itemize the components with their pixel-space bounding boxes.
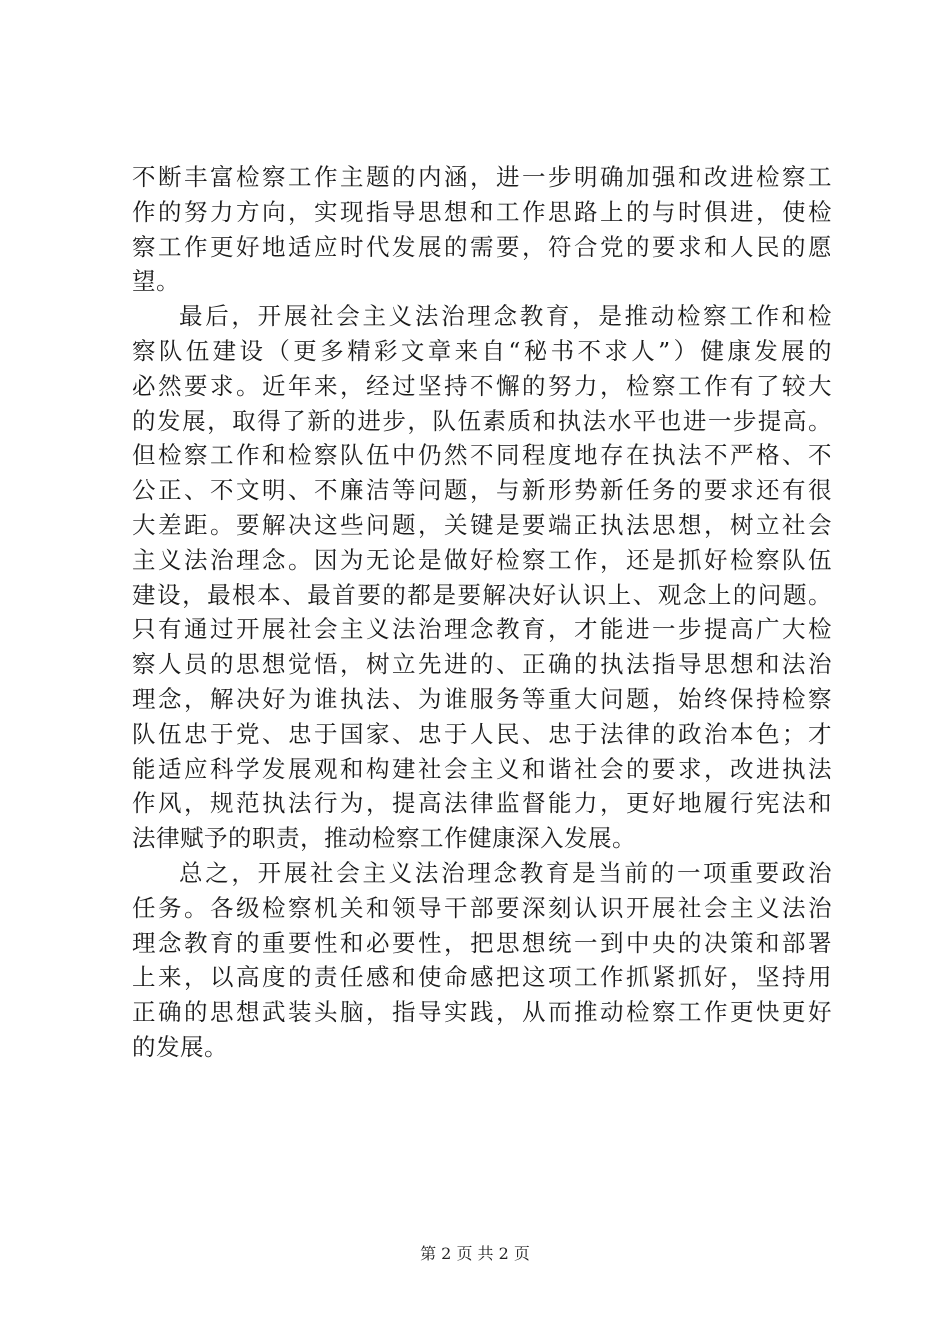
page-footer: [0, 1243, 950, 1265]
body-text: [132, 160, 832, 1065]
page-number-label: 第 2 页 共 2 页: [420, 1244, 530, 1263]
text-line: 正确的思想武装头脑，指导实践，从而推动检察工作更快更好: [132, 998, 832, 1027]
paragraph-3: [132, 856, 832, 1065]
paragraph-1: [132, 160, 832, 299]
text-line: 最后，开展社会主义法治理念教育，是推动检察工作和检: [179, 302, 832, 331]
text-line: 作的努力方向，实现指导思想和工作思路上的与时俱进，使检: [132, 197, 832, 226]
text-line: 只有通过开展社会主义法治理念教育，才能进一步提高广大检: [132, 615, 832, 644]
text-line: 队伍忠于党、忠于国家、忠于人民、忠于法律的政治本色；才: [132, 719, 832, 748]
text-line: 察人员的思想觉悟，树立先进的、正确的执法指导思想和法治: [132, 650, 832, 679]
text-line: 的发展。: [132, 1032, 228, 1061]
text-line: 法律赋予的职责，推动检察工作健康深入发展。: [132, 824, 636, 853]
text-line: 上来，以高度的责任感和使命感把这项工作抓紧抓好，坚持用: [132, 963, 832, 992]
text-line: 不断丰富检察工作主题的内涵，进一步明确加强和改进检察工: [132, 163, 832, 191]
text-line: 的发展，取得了新的进步，队伍素质和执法水平也进一步提高。: [132, 406, 832, 435]
text-line: 察工作更好地适应时代发展的需要，符合党的要求和人民的愿: [132, 232, 832, 261]
text-line: 主义法治理念。因为无论是做好检察工作，还是抓好检察队伍: [132, 545, 832, 574]
text-line: 作风，规范执法行为，提高法律监督能力，更好地履行宪法和: [132, 789, 832, 818]
text-line: 能适应科学发展观和构建社会主义和谐社会的要求，改进执法: [132, 754, 832, 783]
text-line: 必然要求。近年来，经过坚持不懈的努力，检察工作有了较大: [132, 371, 832, 400]
text-line: 建设，最根本、最首要的都是要解决好认识上、观念上的问题。: [132, 580, 832, 609]
text-line: 但检察工作和检察队伍中仍然不同程度地存在执法不严格、不: [132, 441, 832, 470]
text-line: 望。: [132, 267, 180, 296]
text-line: 公正、不文明、不廉洁等问题，与新形势新任务的要求还有很: [132, 476, 832, 505]
paragraph-2: [132, 299, 832, 856]
text-line: 理念教育的重要性和必要性，把思想统一到中央的决策和部署: [132, 928, 832, 957]
text-line: 理念，解决好为谁执法、为谁服务等重大问题，始终保持检察: [132, 684, 832, 713]
text-line: 总之，开展社会主义法治理念教育是当前的一项重要政治: [179, 858, 832, 887]
text-line: 任务。各级检察机关和领导干部要深刻认识开展社会主义法治: [132, 893, 832, 922]
text-line: 大差距。要解决这些问题，关键是要端正执法思想，树立社会: [132, 510, 832, 539]
text-line: 察队伍建设（更多精彩文章来自“秘书不求人”）健康发展的: [132, 336, 832, 365]
